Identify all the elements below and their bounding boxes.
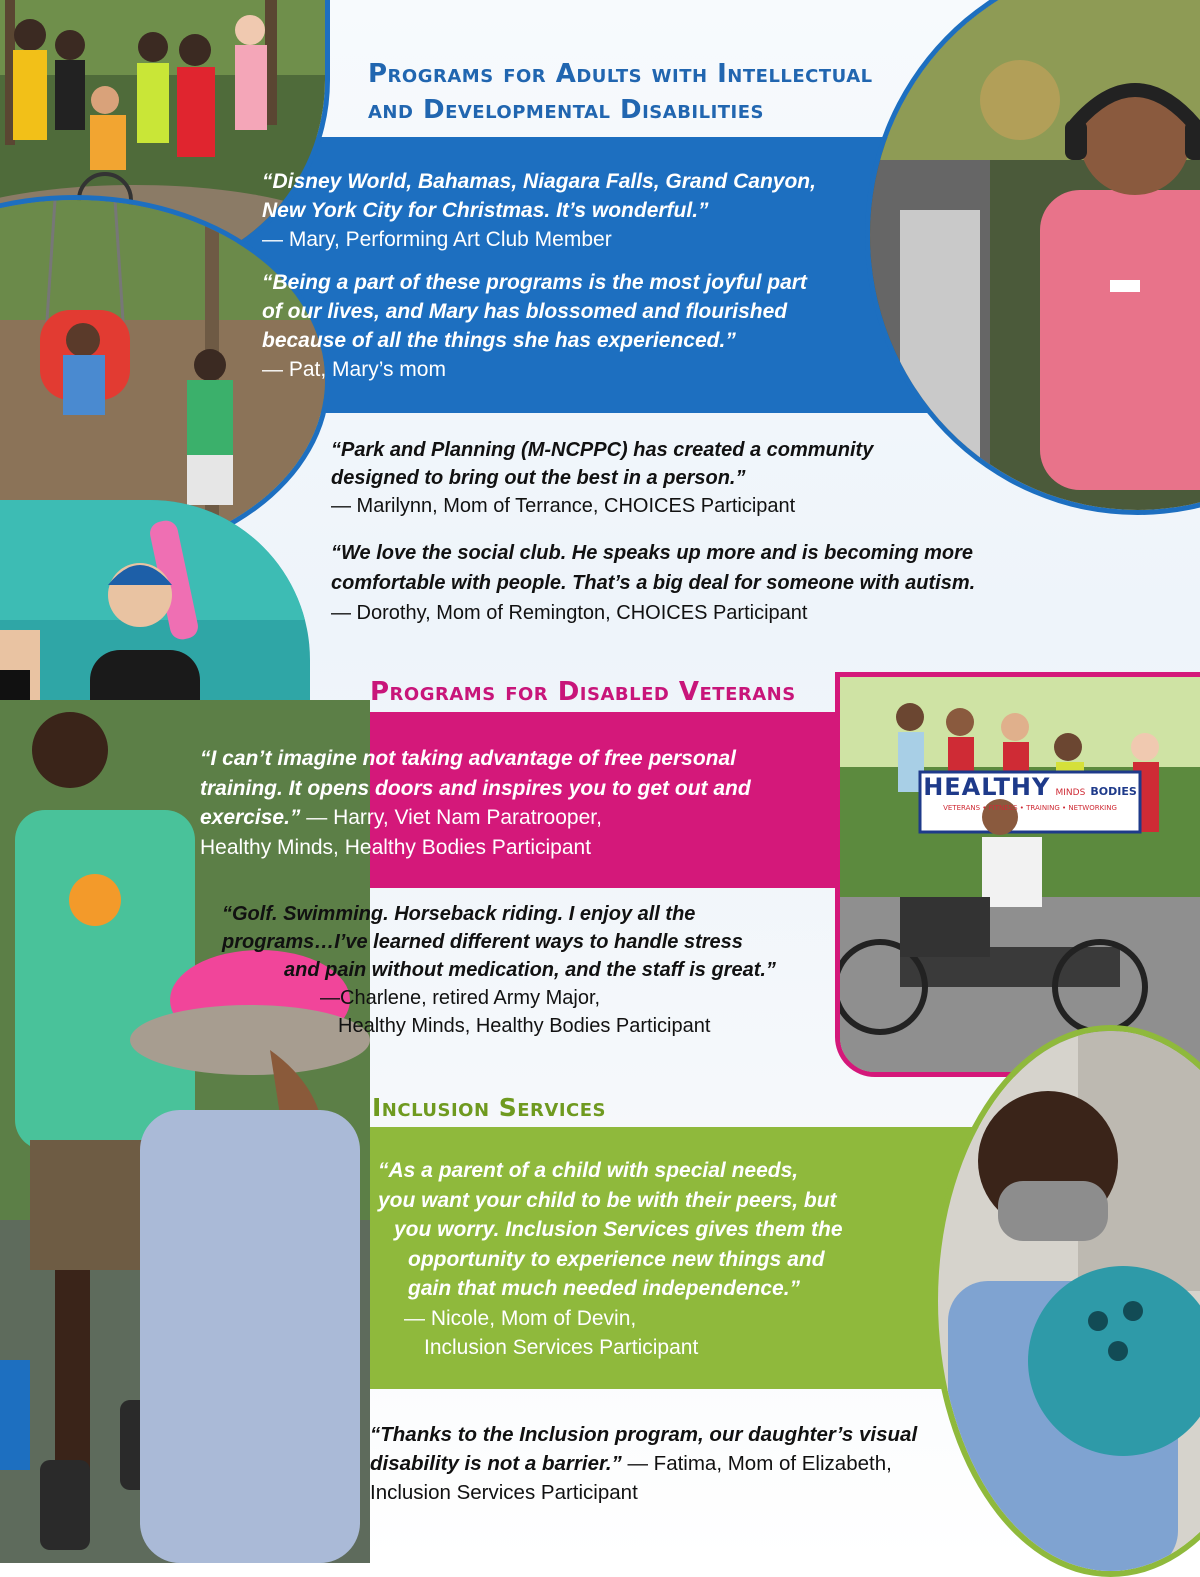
quote-line: “Being a part of these programs is the most joyful part <box>262 271 807 294</box>
quote-attribution: Healthy Minds, Healthy Bodies Participant <box>338 1015 711 1037</box>
blue-accent-block <box>0 1360 30 1470</box>
idd-quote-dorothy <box>331 538 975 628</box>
quote-line: “Golf. Swimming. Horseback riding. I enjoy all the <box>222 903 696 925</box>
banner-minds: MINDS <box>1055 788 1086 798</box>
quote-line: “We love the social club. He speaks up more and is becoming more <box>331 542 974 564</box>
quote-line: “Thanks to the Inclusion program, our daughter’s visual <box>370 1423 918 1446</box>
idd-quote-pat <box>262 268 807 384</box>
quote-line: you worry. Inclusion Services gives them the <box>394 1218 843 1241</box>
quote-attribution: — Marilynn, Mom of Terrance, CHOICES Participant <box>331 495 796 517</box>
quote-line: “Park and Planning (M-NCPPC) has created a community <box>331 439 874 461</box>
idd-heading-line-1: Programs for Adults with Intellectual <box>368 59 873 89</box>
banner-subtitle: VETERANS • FITNESS • TRAINING • NETWORKING <box>943 804 1117 812</box>
quote-attribution: — Pat, Mary’s mom <box>262 358 446 381</box>
quote-line: designed to bring out the best in a person.” <box>331 467 746 489</box>
veterans-quote-charlene <box>222 900 776 1040</box>
quote-attribution: Healthy Minds, Healthy Bodies Participant <box>200 835 592 859</box>
inclusion-quote-nicole <box>378 1156 843 1363</box>
quote-line: training. It opens doors and inspires you to get out and <box>200 776 751 800</box>
quote-attribution: Inclusion Services Participant <box>424 1336 699 1359</box>
quote-line: and pain without medication, and the staff is great.” <box>284 959 776 981</box>
quote-line: disability is not a barrier.” <box>370 1452 622 1475</box>
quote-line: “I can’t imagine not taking advantage of free personal <box>200 747 736 770</box>
veterans-quote-harry <box>200 744 751 862</box>
quote-attribution: — Mary, Performing Art Club Member <box>262 228 612 251</box>
quote-attribution: — Dorothy, Mom of Remington, CHOICES Participant <box>331 602 808 624</box>
idd-quote-mary <box>262 167 816 254</box>
inclusion-quote-fatima <box>370 1420 917 1507</box>
quote-line: programs…I’ve learned different ways to handle stress <box>222 931 743 953</box>
photo-veterans-cycling <box>835 672 1200 1077</box>
quote-line: you want your child to be with their peers, but <box>378 1188 837 1212</box>
inclusion-heading: Inclusion Services <box>372 1093 607 1122</box>
veterans-heading: Programs for Disabled Veterans <box>370 677 796 707</box>
banner-healthy: HEALTHY <box>923 773 1051 801</box>
quote-line: of our lives, and Mary has blossomed and flourished <box>262 300 788 323</box>
quote-line: opportunity to experience new things and <box>408 1247 825 1271</box>
quote-line: New York City for Christmas. It’s wonderful.” <box>262 199 709 222</box>
quote-attribution: Inclusion Services Participant <box>370 1481 638 1504</box>
idd-heading-line-2: and Developmental Disabilities <box>368 95 765 125</box>
quote-line: “As a parent of a child with special needs, <box>378 1159 799 1182</box>
quote-line: because of all the things she has experienced.” <box>262 329 736 352</box>
quote-attribution: — Fatima, Mom of Elizabeth, <box>621 1452 892 1475</box>
banner-bodies: BODIES <box>1090 785 1137 798</box>
quote-line: gain that much needed independence.” <box>408 1277 801 1300</box>
idd-heading <box>368 56 873 128</box>
healthy-minds-banner <box>920 772 1140 832</box>
quote-line: comfortable with people. That’s a big deal for someone with autism. <box>331 572 976 594</box>
quote-attribution: — Harry, Viet Nam Paratrooper, <box>300 806 602 829</box>
quote-attribution: — Nicole, Mom of Devin, <box>404 1306 637 1330</box>
quote-line: “Disney World, Bahamas, Niagara Falls, Grand Canyon, <box>262 170 816 193</box>
quote-line: exercise.” <box>200 806 301 829</box>
quote-attribution: —Charlene, retired Army Major, <box>320 987 601 1009</box>
idd-quote-marilynn <box>331 436 873 520</box>
